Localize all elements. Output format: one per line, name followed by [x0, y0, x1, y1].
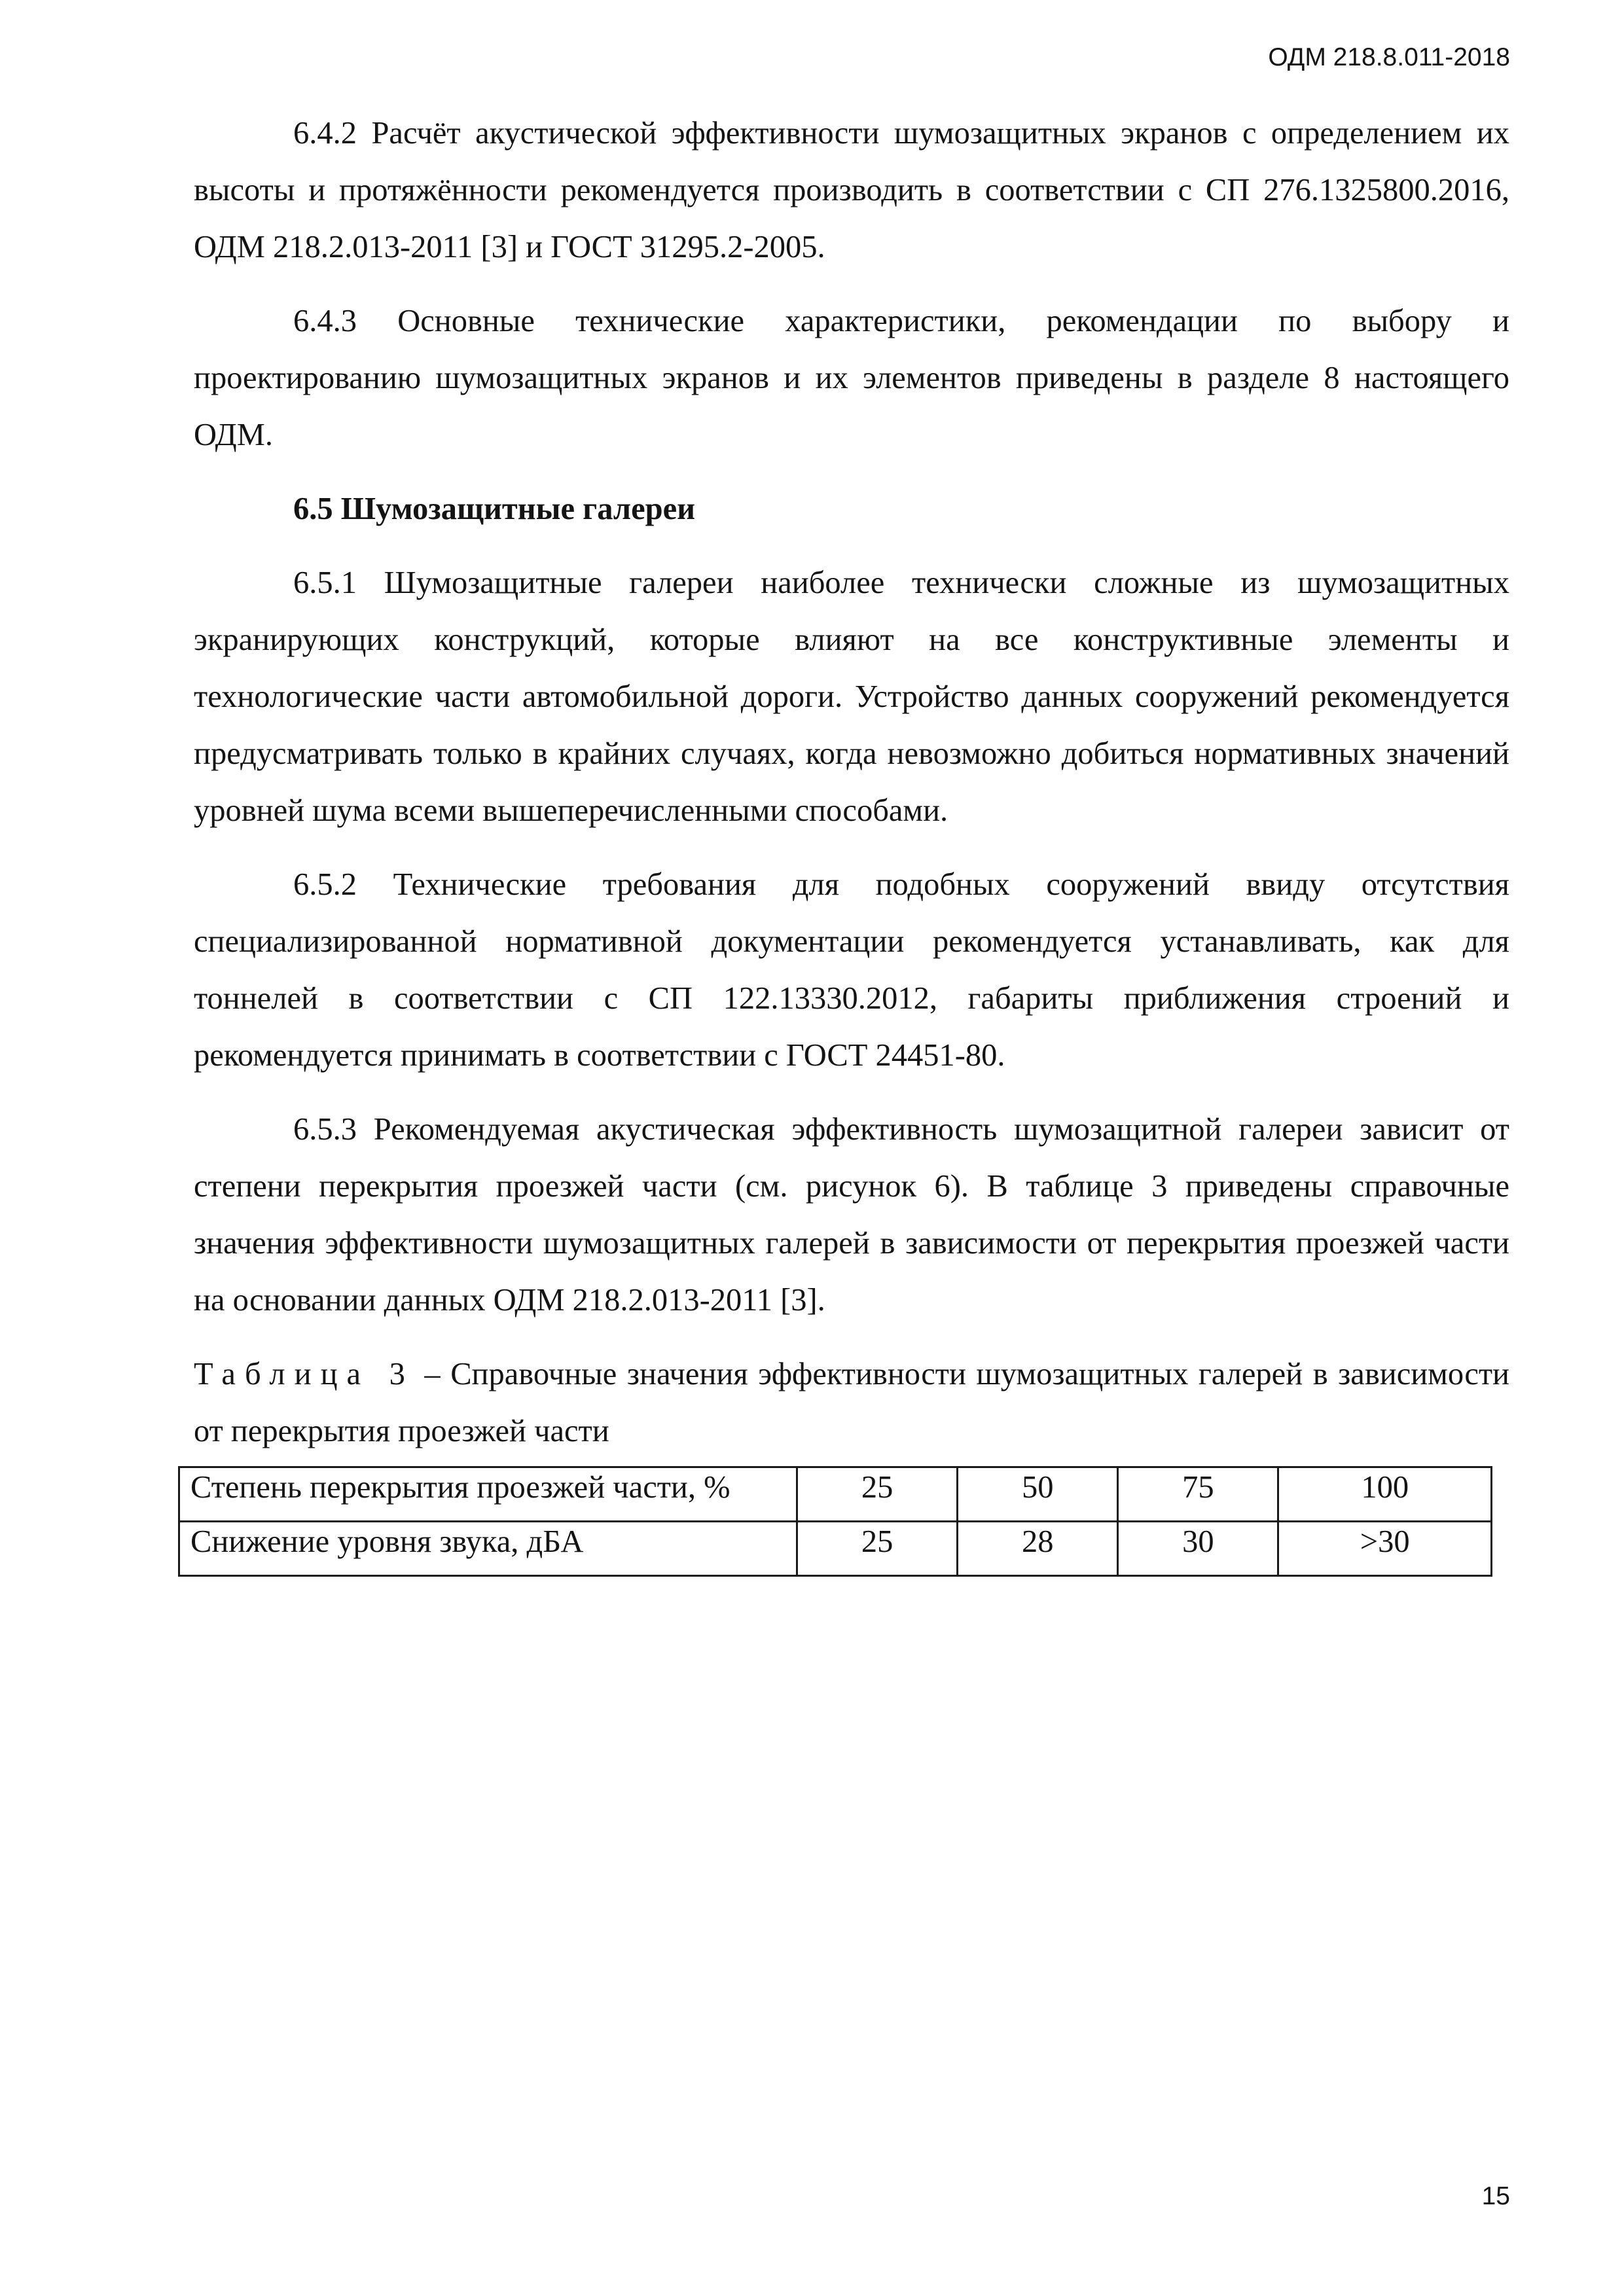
paragraph-6-5-3: 6.5.3 Рекомендуемая акустическая эффективность шумозащитной галереи зависит от степени перекрытия проезжей части (см. рисунок 6). В таблице 3 приведены справочные значения эффективности шумозащитных галерей в зависимости от перекрытия проезжей части на основании данных ОДМ 218.2.013-2011 [3]. [194, 1112, 1509, 1318]
paragraph-6-5-2: 6.5.2 Технические требования для подобных сооружений ввиду отсутствия специализированной нормативной документации рекомендуется устанавливать, как для тоннелей в соответствии с СП 122.13330.2012, габариты приближения строений и рекомендуется принимать в соответствии с ГОСТ 24451-80. [194, 867, 1509, 1073]
table-row-label: Степень перекрытия проезжей части, % [179, 1467, 797, 1522]
table-caption [194, 1346, 1509, 1460]
table-row-label: Снижение уровня звука, дБА [179, 1522, 797, 1576]
table-row [179, 1467, 1492, 1522]
table-cell: >30 [1278, 1522, 1492, 1576]
table-caption-label: Таблица 3 [194, 1357, 414, 1391]
page-number: 15 [1481, 2182, 1510, 2210]
paragraph-6-4-3: 6.4.3 Основные технические характеристики, рекомендации по выбору и проектированию шумозащитных экранов и их элементов приведены в разделе 8 настоящего ОДМ. [194, 304, 1509, 452]
section-heading-6-5: 6.5 Шумозащитные галереи [293, 492, 696, 526]
paragraph-6-5-1: 6.5.1 Шумозащитные галереи наиболее технически сложные из шумозащитных экранирующих конструкций, которые влияют на все конструктивные элементы и технологические части автомобильной дороги. Устройство данных сооружений рекомендуется предусматривать только в крайних случаях, когда невозможно добиться нормативных значений уровней шума всеми вышеперечисленными способами. [194, 565, 1509, 828]
table-cell: 50 [958, 1467, 1118, 1522]
table-3-gallery-efficiency [178, 1466, 1492, 1577]
table-cell: 28 [958, 1522, 1118, 1576]
table-cell: 25 [797, 1522, 958, 1576]
table-cell: 100 [1278, 1467, 1492, 1522]
table-cell: 75 [1118, 1467, 1278, 1522]
paragraph-6-4-2: 6.4.2 Расчёт акустической эффективности шумозащитных экранов с определением их высоты и протяжённости рекомендуется производить в соответствии с СП 276.1325800.2016, ОДМ 218.2.013-2011 [3] и ГОСТ 31295.2-2005. [194, 116, 1509, 264]
table-caption-text: – Справочные значения эффективности шумозащитных галерей в зависимости от перекрытия проезжей части [194, 1357, 1509, 1448]
table-row [179, 1522, 1492, 1576]
table-cell: 25 [797, 1467, 958, 1522]
table-cell: 30 [1118, 1522, 1278, 1576]
document-body [194, 105, 1509, 1460]
document-code-header: ОДМ 218.8.011-2018 [1268, 43, 1510, 71]
